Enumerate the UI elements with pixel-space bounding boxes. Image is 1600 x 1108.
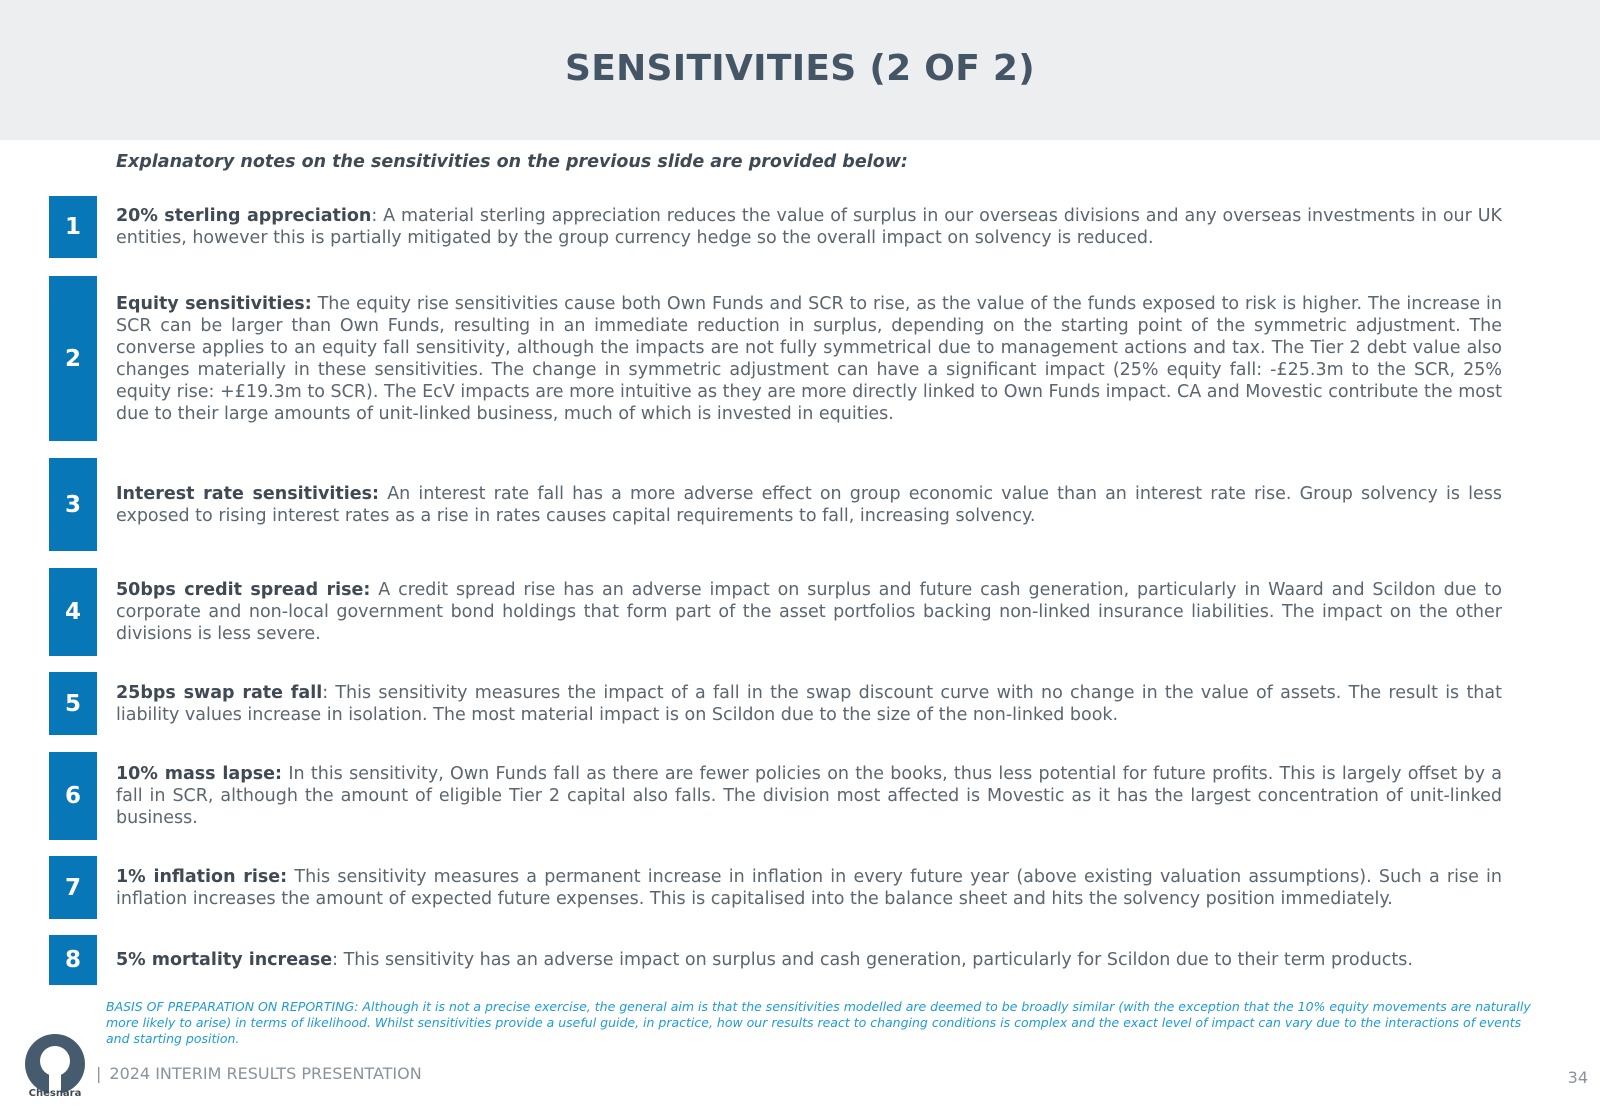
note-body: : This sensitivity measures the impact of a fall in the swap discount curve with no change in the value of assets. The result is that liability values increase in isolation. The most material impact is on Scildon due to the size of the non-linked book.: [116, 682, 1502, 725]
note-item: [116, 856, 1502, 919]
note-number-badge: 4: [49, 568, 97, 656]
note-label: Equity sensitivities:: [116, 293, 312, 314]
note-number-badge: 6: [49, 752, 97, 840]
note-body: The equity rise sensitivities cause both Own Funds and SCR to rise, as the value of the funds exposed to risk is higher. The increase in SCR can be larger than Own Funds, resulting in an immediate reduction in surplus, depending on the starting point of the symmetric adjustment. The converse applies to an equity fall sensitivity, although the impacts are not fully symmetrical due to management actions and tax. The Tier 2 debt value also changes materially in these sensitivities. The change in symmetric adjustment can have a significant impact (25% equity fall: -£25.3m to the SCR, 25% equity rise: +£19.3m to SCR). The EcV impacts are more intuitive as they are more directly linked to Own Funds impact. CA and Movestic contribute the most due to their large amounts of unit-linked business, much of which is invested in equities.: [116, 293, 1502, 424]
note-number-badge: 2: [49, 276, 97, 441]
page-number: 34: [1567, 1068, 1588, 1087]
note-item: [116, 935, 1502, 985]
footer-text: [96, 1064, 422, 1083]
note-body: : This sensitivity has an adverse impact on surplus and cash generation, particularly for Scildon due to their term products.: [332, 950, 1413, 970]
note-number-badge: 8: [49, 935, 97, 985]
note-label: 50bps credit spread rise:: [116, 580, 371, 600]
note-label: 25bps swap rate fall: [116, 682, 323, 703]
note-number-badge: 3: [49, 458, 97, 551]
note-number-badge: 7: [49, 856, 97, 919]
note-label: 20% sterling appreciation: [116, 206, 372, 226]
chesnara-logo-icon: [24, 1033, 86, 1095]
footer-title: 2024 INTERIM RESULTS PRESENTATION: [109, 1064, 422, 1083]
note-body: : A material sterling appreciation reduces the value of surplus in our overseas divisions and any overseas investments in our UK entities, however this is partially mitigated by the group currency hedge so the overall impact on solvency is reduced.: [116, 206, 1502, 248]
note-number-badge: 1: [49, 196, 97, 258]
note-label: 1% inflation rise:: [116, 866, 288, 887]
footer-separator: |: [96, 1064, 102, 1083]
note-item: [116, 568, 1502, 656]
page-title: SENSITIVITIES (2 OF 2): [564, 48, 1036, 89]
note-body: This sensitivity measures a permanent increase in inflation in every future year (above existing valuation assumptions). Such a rise in inflation increases the amount of expected future expenses. This is capitalised into the balance sheet and hits the solvency position immediately.: [116, 866, 1503, 909]
note-number-badge: 5: [49, 672, 97, 735]
note-item: [116, 276, 1502, 441]
intro-text: Explanatory notes on the sensitivities on the previous slide are provided below:: [116, 152, 908, 172]
note-label: 5% mortality increase: [116, 950, 333, 970]
basis-body: : Although it is not a precise exercise, the general aim is that the sensitivities modelled are deemed to be broadly similar (with the exception that the 10% equity movements are naturally more likely to arise) in terms of likelihood. Whilst sensitivities provide a useful guide, in practice, how our results react to changing conditions is complex and the exact level of impact can vary due to the interactions of events and starting position.: [106, 999, 1531, 1046]
logo-wordmark: Chesnara: [28, 1088, 82, 1099]
note-item: [116, 672, 1502, 735]
basis-title: BASIS OF PREPARATION ON REPORTING: [106, 999, 355, 1014]
note-body: A credit spread rise has an adverse impact on surplus and future cash generation, particularly in Waard and Scildon due to corporate and non-local government bond holdings that form part of the asset portfolios backing non-linked insurance liabilities. The impact on the other divisions is less severe.: [116, 580, 1502, 644]
note-item: [116, 752, 1502, 840]
note-item: [116, 458, 1502, 551]
note-body: In this sensitivity, Own Funds fall as there are fewer policies on the books, thus less potential for future profits. This is largely offset by a fall in SCR, although the amount of eligible Tier 2 capital also falls. The division most affected is Movestic as it has the largest concentration of unit-linked business.: [116, 764, 1503, 828]
basis-of-preparation-note: [106, 999, 1536, 1047]
note-label: Interest rate sensitivities:: [116, 483, 380, 504]
note-body: An interest rate fall has a more adverse effect on group economic value than an interest rate rise. Group solvency is less exposed to rising interest rates as a rise in rates causes capital requirements to fall, increasing solvency.: [116, 483, 1503, 526]
note-label: 10% mass lapse:: [116, 764, 283, 784]
note-item: [116, 196, 1502, 258]
